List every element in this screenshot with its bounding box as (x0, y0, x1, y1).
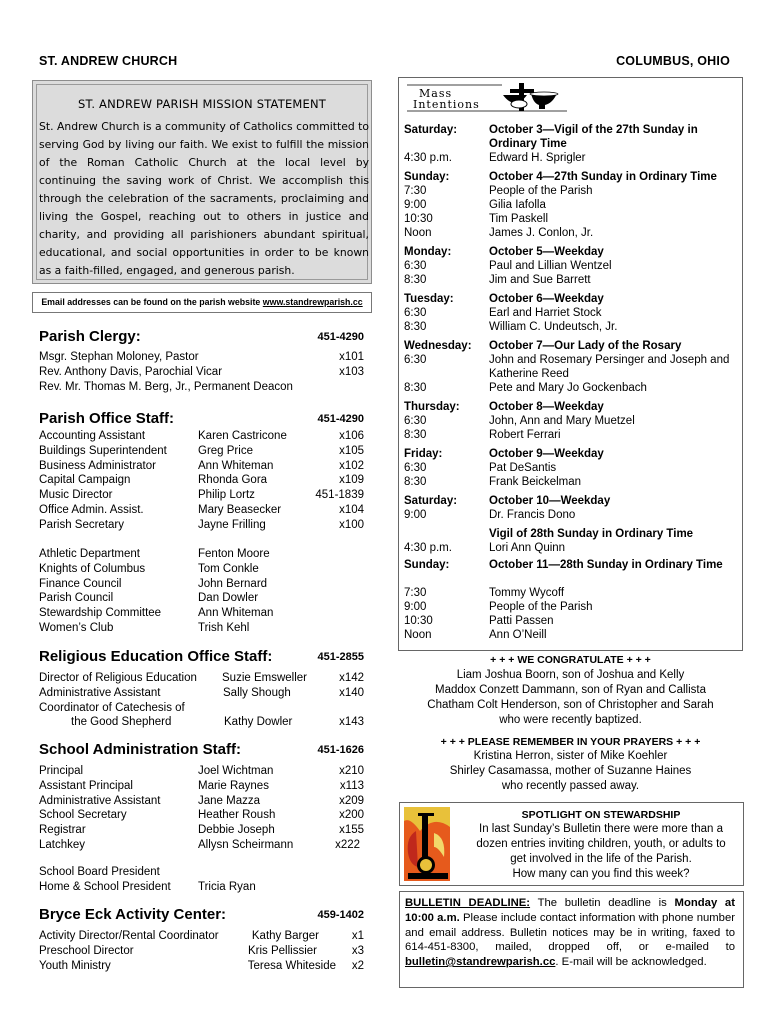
stewardship-text (460, 822, 742, 882)
mass-day: Saturday: (404, 124, 458, 136)
other-name: Trish Kehl (198, 622, 250, 634)
mission-title: ST. ANDREW PARISH MISSION STATEMENT (77, 97, 327, 111)
office-name: Jayne Frilling (198, 518, 266, 531)
mass-day: Sunday: (404, 559, 450, 571)
mass-intention: Vigil of 28th Sunday in Ordinary Time (489, 528, 694, 540)
mission-statement-box (32, 80, 372, 284)
religious-title: Religious Education Office Staff: (39, 648, 273, 665)
church-location: COLUMBUS, OHIO (616, 54, 730, 68)
mass-intention: John, Ann and Mary Muetzel (489, 415, 635, 427)
bryce-role: Activity Director/Rental Coordinator (39, 930, 219, 942)
bryce-name: Kathy Barger (251, 930, 319, 942)
bryce-ext: x2 (351, 960, 364, 972)
stewardship-line: get involved in the life of the Parish. (510, 853, 692, 865)
bulletin-deadline-box (399, 891, 744, 988)
school-ext: x209 (339, 794, 364, 807)
parish-website-link[interactable]: www.standrewparish.cc (262, 297, 363, 307)
mass-day: Friday: (404, 448, 443, 460)
school-role: Principal (39, 765, 84, 777)
remember-line: who recently passed away. (501, 780, 640, 792)
remember-title: + + + PLEASE REMEMBER IN YOUR PRAYERS + + + (440, 736, 701, 748)
mass-day: Wednesday: (404, 340, 472, 352)
school-role: Latchkey (39, 839, 86, 851)
office-phone: 451-4290 (317, 413, 364, 425)
clergy-title: Parish Clergy: (39, 328, 141, 345)
mass-intention: Paul and Lillian Wentzel (489, 260, 612, 272)
mass-time: 8:30 (404, 382, 427, 394)
bryce-title: Bryce Eck Activity Center: (39, 906, 227, 923)
other-role: Athletic Department (39, 548, 140, 560)
stewardship-candle-icon (404, 807, 450, 881)
office-name: Greg Price (198, 444, 253, 457)
mass-intention: Frank Beickelman (489, 476, 582, 488)
stewardship-title: SPOTLIGHT ON STEWARDSHIP (521, 809, 681, 821)
school-ext: x113 (339, 779, 364, 792)
school-role: Assistant Principal (39, 779, 133, 792)
bulletin-text1: The bulletin deadline is (530, 897, 675, 909)
school-title: School Administration Staff: (39, 741, 241, 758)
other-role: Parish Council (39, 592, 114, 605)
office-ext: 451-1839 (315, 489, 364, 502)
office-name: Mary Beasecker (198, 504, 282, 516)
mass-intention: Pete and Mary Jo Gockenbach (489, 382, 647, 394)
congrats-line: who were recently baptized. (499, 714, 642, 726)
mass-intention: October 8—Weekday (489, 401, 604, 413)
clergy-name: Msgr. Stephan Moloney, Pastor (39, 351, 199, 363)
other-name: Tom Conkle (198, 562, 259, 575)
stewardship-line: In last Sunday’s Bulletin there were more than a (479, 823, 723, 835)
mass-time: 8:30 (404, 476, 427, 488)
mass-day: Sunday: (404, 171, 450, 183)
office-role: Office Admin. Assist. (39, 504, 144, 516)
mass-intention: Dr. Francis Dono (489, 509, 576, 521)
home-school-president-name: Tricia Ryan (198, 881, 256, 893)
bulletin-deadline-text (405, 896, 735, 970)
office-role: Music Director (39, 489, 113, 502)
school-phone: 451-1626 (317, 744, 364, 756)
religious-name: Sally Shough (223, 686, 291, 699)
school-name: Joel Wichtman (198, 765, 274, 777)
mass-intention: Gilia Iafolla (489, 199, 546, 211)
bulletin-text3: . E-mail will be acknowledged. (555, 956, 707, 969)
religious-role: Administrative Assistant (39, 686, 161, 699)
office-ext: x102 (339, 459, 364, 472)
bulletin-email-link[interactable]: bulletin@standrewparish.cc (405, 956, 556, 969)
email-note-text: Email addresses can be found on the parish website (41, 297, 263, 307)
clergy-phone: 451-4290 (317, 331, 364, 343)
mass-time: 4:30 p.m. (404, 152, 452, 164)
office-ext: x100 (339, 518, 364, 531)
mass-intention: Pat DeSantis (489, 462, 557, 474)
mass-logo-line1: Mass (419, 87, 453, 100)
school-name: Heather Roush (198, 809, 276, 822)
mass-intention: Patti Passen (489, 615, 554, 627)
bryce-ext: x3 (351, 945, 364, 957)
school-board-president: School Board President (39, 866, 160, 878)
religious-phone: 451-2855 (317, 651, 364, 663)
mass-intention: Ann O’Neill (489, 629, 547, 641)
mass-logo-line2: Intentions (413, 98, 480, 111)
mass-intention: October 4—27th Sunday in Ordinary Time (489, 171, 717, 183)
mass-time: 7:30 (404, 185, 427, 197)
clergy-name: Rev. Anthony Davis, Parochial Vicar (39, 366, 223, 378)
congrats-line: Chatham Colt Henderson, son of Christopher and Sarah (427, 699, 714, 711)
stewardship-line: dozen entries inviting children, youth, or adults to (476, 838, 726, 850)
other-role: Stewardship Committee (39, 607, 162, 620)
school-name: Jane Mazza (198, 794, 261, 807)
school-name: Debbie Joseph (198, 824, 275, 837)
mass-intention: Lori Ann Quinn (489, 542, 566, 554)
email-note (32, 292, 372, 313)
school-role: Registrar (39, 824, 86, 837)
office-name: Karen Castricone (198, 430, 287, 442)
other-name: John Bernard (198, 577, 268, 590)
office-role: Capital Campaign (39, 474, 131, 487)
other-name: Fenton Moore (198, 548, 270, 560)
mass-time: 7:30 (404, 587, 427, 599)
remember-line: Shirley Casamassa, mother of Suzanne Haines (449, 765, 692, 777)
religious-ext: x142 (339, 672, 364, 684)
clergy-name: Rev. Mr. Thomas M. Berg, Jr., Permanent Deacon (39, 381, 293, 393)
mass-time: 9:00 (404, 509, 427, 521)
mass-intention: October 7—Our Lady of the Rosary (489, 340, 682, 352)
office-ext: x109 (339, 474, 364, 487)
mass-intention: Edward H. Sprigler (489, 152, 586, 164)
other-name: Dan Dowler (198, 592, 259, 605)
school-role: School Secretary (39, 809, 127, 822)
mass-intention: Earl and Harriet Stock (489, 307, 602, 319)
mass-time: 10:30 (404, 213, 433, 225)
school-ext: x155 (339, 824, 364, 837)
other-role: Women’s Club (39, 622, 114, 634)
religious-ext: x143 (339, 716, 364, 729)
mass-intentions-logo (407, 83, 567, 113)
office-role: Parish Secretary (39, 518, 125, 531)
bryce-name: Kris Pellissier (247, 945, 317, 957)
clergy-ext: x103 (339, 366, 364, 378)
bulletin-label: BULLETIN DEADLINE: (405, 897, 531, 909)
bryce-phone: 459-1402 (317, 909, 364, 921)
bulletin-text2: Please include contact information with phone number and email address. Bulletin notices may be in writing, faxed to 614-451-8300, mailed, dropped off, or e-mailed to (405, 911, 735, 954)
mass-time: Noon (404, 629, 432, 641)
mass-day: Tuesday: (404, 293, 454, 305)
office-ext: x105 (339, 444, 364, 457)
mass-intention: People of the Parish (489, 185, 593, 197)
other-role: Knights of Columbus (39, 562, 146, 575)
stewardship-box (399, 802, 744, 886)
mass-intention: Tim Paskell (489, 213, 548, 225)
religious-role: Director of Religious Education (39, 672, 197, 684)
bryce-role: Youth Ministry (39, 960, 111, 972)
congrats-title: + + + WE CONGRATULATE + + + (490, 654, 651, 666)
religious-name: Suzie Emsweller (222, 672, 307, 684)
mass-time: 6:30 (404, 354, 427, 366)
bryce-name: Teresa Whiteside (247, 960, 336, 972)
office-role: Buildings Superintendent (39, 444, 167, 457)
mass-time: 8:30 (404, 429, 427, 441)
mass-intention: October 5—Weekday (489, 246, 604, 258)
mass-time: 9:00 (404, 601, 427, 613)
mass-day: Saturday: (404, 495, 458, 507)
mass-intention: Robert Ferrari (489, 429, 561, 441)
other-role: Finance Council (39, 577, 122, 590)
school-ext: x210 (339, 765, 364, 777)
mass-time: 8:30 (404, 274, 427, 286)
religious-ext: x140 (339, 686, 364, 699)
mass-time: 6:30 (404, 260, 427, 272)
congrats-line: Maddox Conzett Dammann, son of Ryan and Callista (434, 684, 707, 696)
office-ext: x104 (339, 504, 364, 516)
mass-time: 10:30 (404, 615, 433, 627)
mass-time: Noon (404, 227, 432, 239)
mass-intention: Jim and Sue Barrett (489, 274, 591, 286)
mass-intention: John and Rosemary Persinger and Joseph and Katherine Reed (489, 354, 730, 380)
religious-role: Coordinator of Catechesis of (39, 701, 185, 714)
stewardship-line: How many can you find this week? (512, 868, 690, 880)
congrats-line: Liam Joshua Boorn, son of Joshua and Kelly (456, 669, 685, 681)
mass-time: 8:30 (404, 321, 427, 333)
school-name: Marie Raynes (198, 779, 269, 792)
home-school-president-role: Home & School President (39, 881, 171, 893)
office-name: Rhonda Gora (198, 474, 268, 487)
mass-intention: October 6—Weekday (489, 293, 604, 305)
mass-time: 9:00 (404, 199, 427, 211)
school-ext: x200 (339, 809, 364, 822)
school-name: Allysn Scheirmann (198, 839, 294, 851)
bryce-ext: x1 (351, 930, 364, 942)
school-role: Administrative Assistant (39, 794, 161, 807)
mass-time: 6:30 (404, 462, 427, 474)
religious-role: the Good Shepherd (71, 716, 172, 729)
office-name: Philip Lortz (198, 489, 255, 502)
church-name: ST. ANDREW CHURCH (39, 54, 178, 68)
mass-intention: Tommy Wycoff (489, 587, 565, 599)
mass-time: 4:30 p.m. (404, 542, 452, 554)
mass-day: Thursday: (404, 401, 460, 413)
mass-time: 6:30 (404, 415, 427, 427)
remember-line: Kristina Herron, sister of Mike Koehler (473, 750, 668, 762)
mass-intention: William C. Undeutsch, Jr. (489, 321, 618, 333)
school-ext: x222 (335, 839, 360, 851)
mass-day: Monday: (404, 246, 452, 258)
mass-time: 6:30 (404, 307, 427, 319)
mass-intention: October 11—28th Sunday in Ordinary Time (489, 559, 723, 571)
clergy-ext: x101 (339, 351, 364, 363)
mass-intention: October 10—Weekday (489, 495, 611, 507)
office-role: Accounting Assistant (39, 430, 146, 442)
office-role: Business Administrator (39, 459, 156, 472)
religious-name: Kathy Dowler (224, 716, 293, 729)
mass-intention: James J. Conlon, Jr. (489, 227, 594, 239)
office-ext: x106 (339, 430, 364, 442)
office-title: Parish Office Staff: (39, 410, 175, 427)
office-name: Ann Whiteman (198, 459, 274, 472)
bulletin-deadline: Monday at 10:00 a.m. (405, 897, 735, 924)
mass-intention: October 9—Weekday (489, 448, 604, 460)
mass-intention: People of the Parish (489, 601, 593, 613)
bryce-role: Preschool Director (39, 945, 134, 957)
mass-intention: October 3—Vigil of the 27th Sunday in Ordinary Time (489, 124, 698, 150)
mission-body: St. Andrew Church is a community of Catholics committed to serving God by living our faith. We exist to fulfill the mission of the Roman Catholic Church at the local level by continuing the saving work of Christ. We accomplish this through the celebration of the sacraments, proclaiming and living the Gospel, reaching out to others in justice and charity, and providing all parishioners abundant spiritual, educational, and social opportunities in order to be known as a faith-filled, engaged, and generous parish. (39, 120, 369, 277)
other-name: Ann Whiteman (198, 607, 274, 620)
